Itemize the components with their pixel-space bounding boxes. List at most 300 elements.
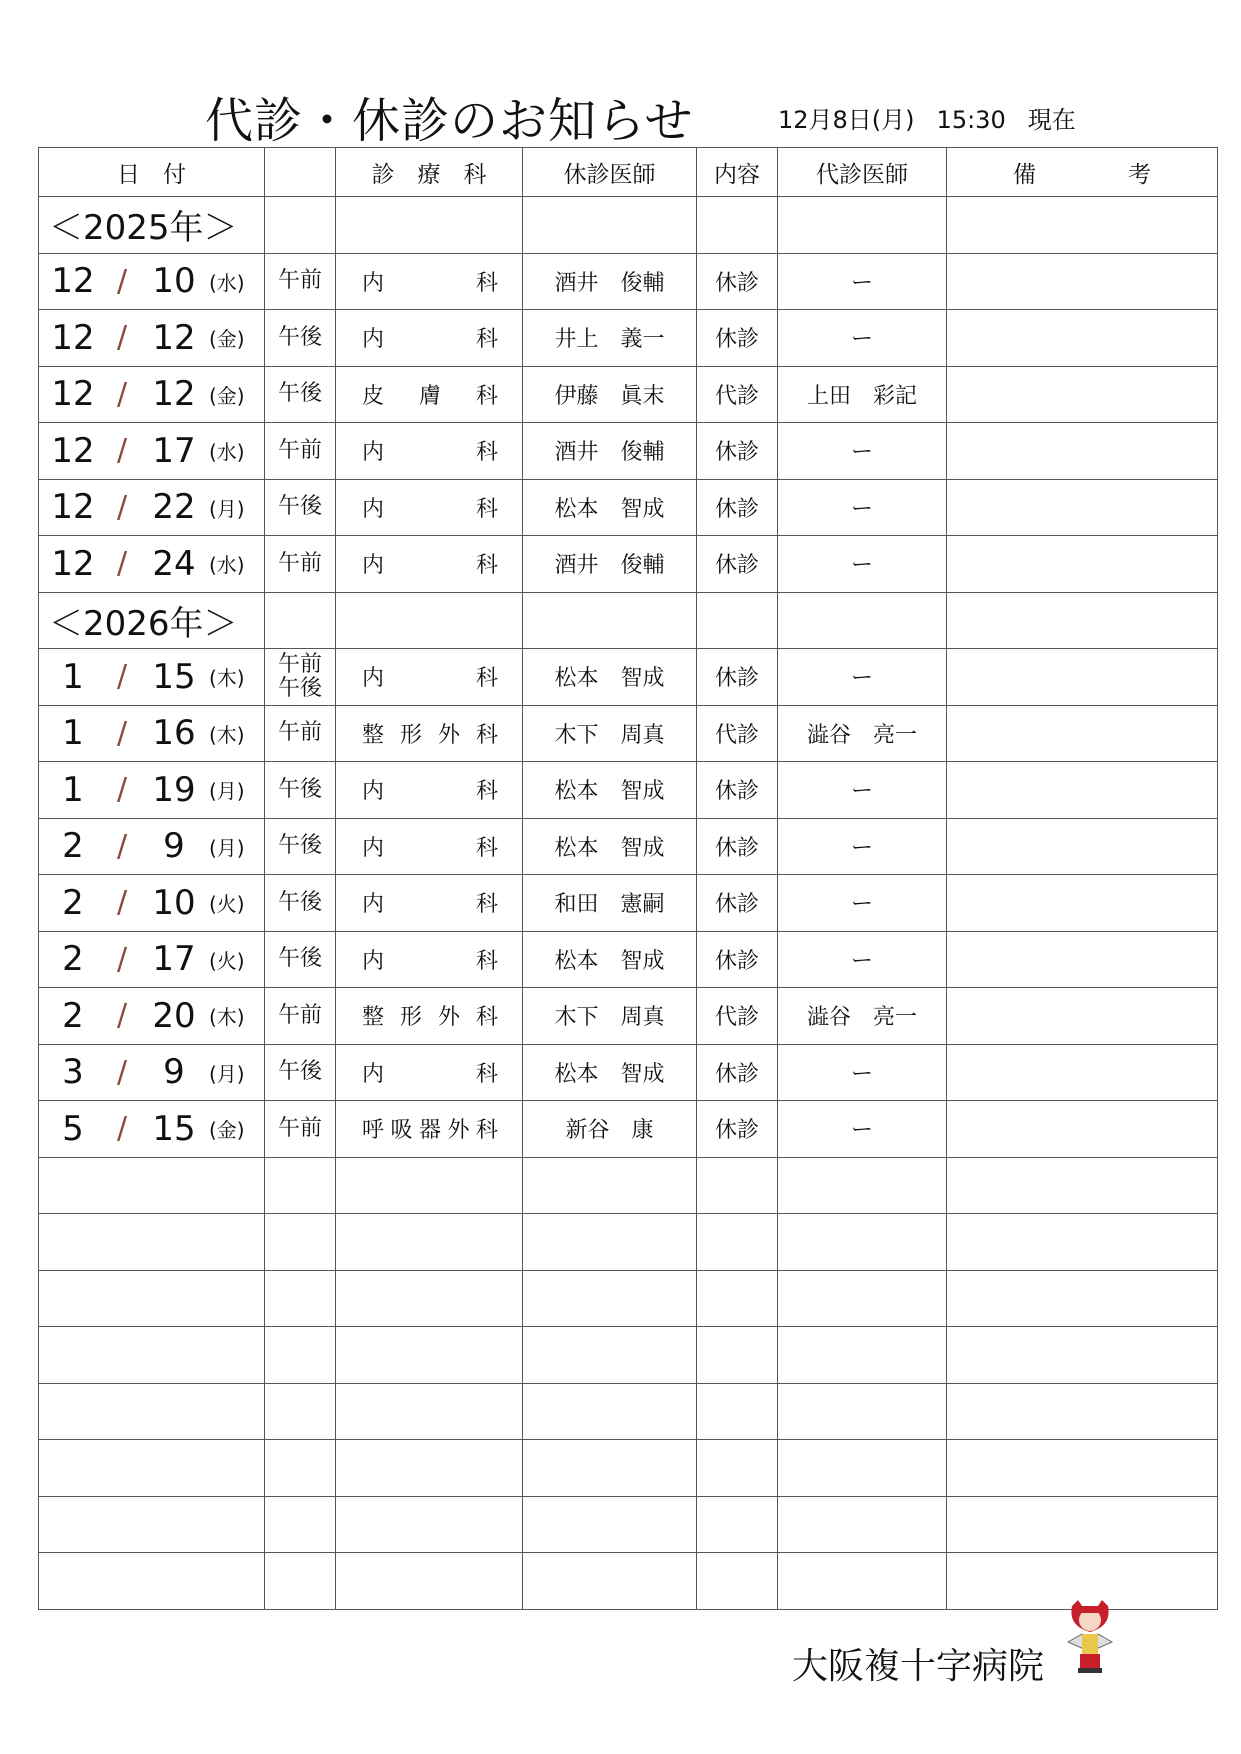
dept-char: 皮 bbox=[362, 383, 385, 409]
month: 2 bbox=[62, 995, 84, 1036]
empty-cell bbox=[336, 1157, 523, 1214]
substitute-doctor: 澁谷 亮一 bbox=[778, 988, 947, 1045]
department-cell bbox=[336, 718, 522, 749]
empty-cell bbox=[697, 592, 778, 649]
department-cell bbox=[336, 322, 522, 353]
empty-cell bbox=[697, 1327, 778, 1384]
dept-char: 整 bbox=[362, 722, 385, 748]
department-cell bbox=[336, 944, 522, 975]
table-row bbox=[39, 818, 1218, 875]
day: 12 bbox=[152, 374, 196, 415]
weekday: (月) bbox=[209, 1061, 245, 1086]
dept-char: 内 bbox=[362, 1061, 385, 1087]
month: 5 bbox=[62, 1108, 84, 1149]
empty-cell bbox=[265, 1157, 336, 1214]
session-cell: 午後 bbox=[265, 818, 336, 875]
year-row bbox=[39, 592, 1218, 649]
header-notes: 備 考 bbox=[947, 148, 1218, 197]
empty-row bbox=[39, 1327, 1218, 1384]
absent-doctor: 井上 義一 bbox=[523, 310, 697, 367]
session-cell: 午前 bbox=[265, 536, 336, 593]
empty-cell bbox=[947, 1214, 1218, 1271]
dept-char: 外 bbox=[437, 1005, 460, 1031]
substitute-doctor: ー bbox=[778, 1044, 947, 1101]
date-slash: / bbox=[116, 320, 128, 356]
dept-char: 呼 bbox=[362, 1118, 385, 1144]
table-row bbox=[39, 310, 1218, 367]
dept-char: 内 bbox=[362, 892, 385, 918]
date-cell bbox=[39, 544, 264, 584]
schedule-table bbox=[38, 147, 1218, 1610]
department-cell bbox=[336, 379, 522, 410]
empty-cell bbox=[523, 1553, 697, 1610]
session-cell: 午後 bbox=[265, 1044, 336, 1101]
empty-row bbox=[39, 1553, 1218, 1610]
dept-char: 科 bbox=[475, 722, 498, 748]
session-cell: 午前 bbox=[265, 988, 336, 1045]
empty-cell bbox=[39, 1327, 265, 1384]
date-slash: / bbox=[116, 828, 128, 864]
header-dept: 診 療 科 bbox=[336, 148, 523, 197]
empty-cell bbox=[39, 1157, 265, 1214]
notes-cell bbox=[947, 366, 1218, 423]
empty-cell bbox=[336, 197, 523, 254]
date-cell bbox=[39, 883, 264, 923]
empty-cell bbox=[265, 1553, 336, 1610]
empty-cell bbox=[697, 1214, 778, 1271]
empty-cell bbox=[523, 1270, 697, 1327]
empty-cell bbox=[39, 1214, 265, 1271]
day: 16 bbox=[152, 713, 196, 754]
department-cell bbox=[336, 266, 522, 297]
department-cell bbox=[336, 1000, 522, 1031]
session-cell: 午後 bbox=[265, 931, 336, 988]
weekday: (水) bbox=[209, 553, 245, 578]
empty-cell bbox=[265, 1496, 336, 1553]
weekday: (水) bbox=[209, 270, 245, 295]
session-cell: 午前 bbox=[265, 1101, 336, 1158]
empty-cell bbox=[778, 1327, 947, 1384]
empty-cell bbox=[523, 1440, 697, 1497]
table-row bbox=[39, 366, 1218, 423]
date-slash: / bbox=[116, 546, 128, 582]
department-cell bbox=[336, 1057, 522, 1088]
session-cell: 午後 bbox=[265, 366, 336, 423]
notice-type: 代診 bbox=[697, 988, 778, 1045]
notice-type: 休診 bbox=[697, 423, 778, 480]
empty-cell bbox=[523, 1214, 697, 1271]
empty-cell bbox=[336, 592, 523, 649]
session-cell: 午後 bbox=[265, 762, 336, 819]
empty-cell bbox=[523, 1383, 697, 1440]
weekday: (金) bbox=[209, 327, 245, 352]
department-cell bbox=[336, 887, 522, 918]
notes-cell bbox=[947, 705, 1218, 762]
empty-cell bbox=[39, 1440, 265, 1497]
dept-char: 形 bbox=[399, 722, 422, 748]
department-cell bbox=[336, 548, 522, 579]
substitute-doctor: 澁谷 亮一 bbox=[778, 705, 947, 762]
absent-doctor: 木下 周真 bbox=[523, 988, 697, 1045]
absent-doctor: 新谷 康 bbox=[523, 1101, 697, 1158]
date-slash: / bbox=[116, 433, 128, 469]
as-of-timestamp bbox=[778, 100, 1098, 135]
day: 19 bbox=[152, 769, 196, 810]
dept-char: 内 bbox=[362, 496, 385, 522]
empty-cell bbox=[778, 1383, 947, 1440]
department-cell bbox=[336, 661, 522, 692]
weekday: (木) bbox=[209, 666, 245, 691]
weekday: (木) bbox=[209, 722, 245, 747]
date-cell bbox=[39, 657, 264, 697]
empty-cell bbox=[947, 1383, 1218, 1440]
empty-cell bbox=[778, 197, 947, 254]
dept-char: 吸 bbox=[390, 1118, 413, 1144]
notes-cell bbox=[947, 1101, 1218, 1158]
notes-cell bbox=[947, 988, 1218, 1045]
table-row bbox=[39, 931, 1218, 988]
month: 12 bbox=[51, 543, 95, 584]
date-cell bbox=[39, 487, 264, 527]
weekday: (火) bbox=[209, 948, 245, 973]
table-row bbox=[39, 762, 1218, 819]
empty-cell bbox=[778, 1440, 947, 1497]
dept-char: 外 bbox=[447, 1118, 470, 1144]
header-row bbox=[39, 148, 1218, 197]
dept-char: 科 bbox=[475, 892, 498, 918]
date-slash: / bbox=[116, 263, 128, 299]
year-label: ＜2025年＞ bbox=[39, 197, 265, 254]
absent-doctor: 酒井 俊輔 bbox=[523, 253, 697, 310]
dept-char: 整 bbox=[362, 1005, 385, 1031]
substitute-doctor: ー bbox=[778, 479, 947, 536]
notes-cell bbox=[947, 931, 1218, 988]
dept-char: 科 bbox=[475, 666, 498, 692]
as-of-time: 15:30 bbox=[936, 106, 1006, 134]
year-row bbox=[39, 197, 1218, 254]
dept-char: 内 bbox=[362, 270, 385, 296]
notice-type: 休診 bbox=[697, 818, 778, 875]
date-cell bbox=[39, 996, 264, 1036]
month: 12 bbox=[51, 261, 95, 302]
empty-cell bbox=[697, 1270, 778, 1327]
empty-cell bbox=[778, 1496, 947, 1553]
absent-doctor: 伊藤 眞末 bbox=[523, 366, 697, 423]
empty-cell bbox=[523, 1157, 697, 1214]
substitute-doctor: ー bbox=[778, 253, 947, 310]
notice-type: 休診 bbox=[697, 875, 778, 932]
substitute-doctor: ー bbox=[778, 762, 947, 819]
department-cell bbox=[336, 1113, 522, 1144]
weekday: (金) bbox=[209, 1118, 245, 1143]
table-row bbox=[39, 705, 1218, 762]
empty-cell bbox=[947, 1270, 1218, 1327]
absent-doctor: 松本 智成 bbox=[523, 762, 697, 819]
empty-row bbox=[39, 1214, 1218, 1271]
empty-row bbox=[39, 1383, 1218, 1440]
absent-doctor: 松本 智成 bbox=[523, 479, 697, 536]
month: 2 bbox=[62, 826, 84, 867]
weekday: (月) bbox=[209, 496, 245, 521]
substitute-doctor: 上田 彩記 bbox=[778, 366, 947, 423]
dept-char: 内 bbox=[362, 440, 385, 466]
empty-cell bbox=[697, 1383, 778, 1440]
dept-char: 科 bbox=[475, 327, 498, 353]
empty-cell bbox=[39, 1383, 265, 1440]
date-slash: / bbox=[116, 941, 128, 977]
empty-cell bbox=[336, 1383, 523, 1440]
weekday: (木) bbox=[209, 1005, 245, 1030]
empty-cell bbox=[336, 1327, 523, 1384]
notice-type: 休診 bbox=[697, 479, 778, 536]
date-cell bbox=[39, 1052, 264, 1092]
session-cell: 午前 bbox=[265, 423, 336, 480]
notes-cell bbox=[947, 649, 1218, 706]
header-substitute: 代診医師 bbox=[778, 148, 947, 197]
month: 12 bbox=[51, 317, 95, 358]
weekday: (月) bbox=[209, 835, 245, 860]
table-row bbox=[39, 253, 1218, 310]
day: 20 bbox=[152, 995, 196, 1036]
absent-doctor: 和田 憲嗣 bbox=[523, 875, 697, 932]
empty-row bbox=[39, 1270, 1218, 1327]
empty-cell bbox=[523, 592, 697, 649]
notes-cell bbox=[947, 310, 1218, 367]
day: 17 bbox=[152, 430, 196, 471]
mascot-logo bbox=[1060, 1598, 1120, 1678]
absent-doctor: 松本 智成 bbox=[523, 931, 697, 988]
date-slash: / bbox=[116, 998, 128, 1034]
notes-cell bbox=[947, 536, 1218, 593]
date-cell bbox=[39, 770, 264, 810]
notes-cell bbox=[947, 479, 1218, 536]
notes-cell bbox=[947, 762, 1218, 819]
notice-type: 代診 bbox=[697, 366, 778, 423]
empty-cell bbox=[778, 592, 947, 649]
empty-cell bbox=[265, 1327, 336, 1384]
month: 2 bbox=[62, 882, 84, 923]
dept-char: 科 bbox=[475, 270, 498, 296]
empty-cell bbox=[265, 197, 336, 254]
month: 12 bbox=[51, 374, 95, 415]
hospital-name: 大阪複十字病院 bbox=[792, 1646, 1045, 1687]
header-half bbox=[265, 148, 336, 197]
notes-cell bbox=[947, 1044, 1218, 1101]
session-cell: 午前 bbox=[265, 253, 336, 310]
substitute-doctor: ー bbox=[778, 818, 947, 875]
dept-char: 内 bbox=[362, 779, 385, 805]
dept-char: 科 bbox=[475, 496, 498, 522]
weekday: (水) bbox=[209, 440, 245, 465]
empty-cell bbox=[947, 1440, 1218, 1497]
table-row bbox=[39, 1044, 1218, 1101]
table-row bbox=[39, 479, 1218, 536]
substitute-doctor: ー bbox=[778, 423, 947, 480]
department-cell bbox=[336, 774, 522, 805]
month: 1 bbox=[62, 656, 84, 697]
notes-cell bbox=[947, 818, 1218, 875]
day: 10 bbox=[152, 882, 196, 923]
dept-char: 外 bbox=[437, 722, 460, 748]
date-cell bbox=[39, 1109, 264, 1149]
table-row bbox=[39, 423, 1218, 480]
empty-cell bbox=[697, 197, 778, 254]
weekday: (金) bbox=[209, 383, 245, 408]
empty-row bbox=[39, 1440, 1218, 1497]
dept-char: 科 bbox=[475, 440, 498, 466]
day: 17 bbox=[152, 939, 196, 980]
year-label: ＜2026年＞ bbox=[39, 592, 265, 649]
dept-char: 内 bbox=[362, 948, 385, 974]
day: 9 bbox=[163, 826, 185, 867]
empty-cell bbox=[697, 1496, 778, 1553]
dept-char: 科 bbox=[475, 553, 498, 579]
month: 3 bbox=[62, 1052, 84, 1093]
day: 15 bbox=[152, 656, 196, 697]
notice-type: 休診 bbox=[697, 1101, 778, 1158]
as-of-date: 12月8日(月) bbox=[778, 106, 915, 134]
day: 15 bbox=[152, 1108, 196, 1149]
table-row bbox=[39, 1101, 1218, 1158]
session-cell: 午前 bbox=[265, 705, 336, 762]
date-cell bbox=[39, 826, 264, 866]
empty-cell bbox=[947, 1327, 1218, 1384]
absent-doctor: 松本 智成 bbox=[523, 649, 697, 706]
empty-row bbox=[39, 1496, 1218, 1553]
empty-cell bbox=[336, 1553, 523, 1610]
month: 1 bbox=[62, 769, 84, 810]
session-cell: 午後 bbox=[265, 310, 336, 367]
weekday: (月) bbox=[209, 779, 245, 804]
notice-type: 休診 bbox=[697, 253, 778, 310]
day: 9 bbox=[163, 1052, 185, 1093]
weekday: (火) bbox=[209, 892, 245, 917]
month: 12 bbox=[51, 487, 95, 528]
empty-cell bbox=[265, 1270, 336, 1327]
department-cell bbox=[336, 435, 522, 466]
substitute-doctor: ー bbox=[778, 649, 947, 706]
empty-cell bbox=[523, 1496, 697, 1553]
absent-doctor: 木下 周真 bbox=[523, 705, 697, 762]
month: 12 bbox=[51, 430, 95, 471]
empty-cell bbox=[778, 1157, 947, 1214]
dept-char: 膚 bbox=[418, 383, 441, 409]
date-cell bbox=[39, 939, 264, 979]
dept-char: 内 bbox=[362, 666, 385, 692]
date-cell bbox=[39, 261, 264, 301]
notes-cell bbox=[947, 875, 1218, 932]
empty-cell bbox=[336, 1214, 523, 1271]
empty-cell bbox=[336, 1270, 523, 1327]
date-slash: / bbox=[116, 885, 128, 921]
dept-char: 科 bbox=[475, 779, 498, 805]
dept-char: 科 bbox=[475, 1005, 498, 1031]
date-cell bbox=[39, 431, 264, 471]
empty-cell bbox=[697, 1553, 778, 1610]
substitute-doctor: ー bbox=[778, 1101, 947, 1158]
dept-char: 器 bbox=[418, 1118, 441, 1144]
dept-char: 内 bbox=[362, 327, 385, 353]
empty-cell bbox=[778, 1214, 947, 1271]
date-slash: / bbox=[116, 489, 128, 525]
notice-type: 休診 bbox=[697, 1044, 778, 1101]
table-row bbox=[39, 649, 1218, 706]
date-slash: / bbox=[116, 772, 128, 808]
empty-cell bbox=[265, 1440, 336, 1497]
empty-cell bbox=[39, 1496, 265, 1553]
department-cell bbox=[336, 492, 522, 523]
table-row bbox=[39, 536, 1218, 593]
session-cell: 午後 bbox=[265, 479, 336, 536]
empty-cell bbox=[336, 1440, 523, 1497]
date-slash: / bbox=[116, 659, 128, 695]
day: 10 bbox=[152, 261, 196, 302]
notice-type: 休診 bbox=[697, 310, 778, 367]
date-cell bbox=[39, 318, 264, 358]
empty-cell bbox=[947, 592, 1218, 649]
substitute-doctor: ー bbox=[778, 931, 947, 988]
page-title: 代診・休診のお知らせ bbox=[205, 93, 694, 149]
empty-cell bbox=[265, 1383, 336, 1440]
header-absent-doctor: 休診医師 bbox=[523, 148, 697, 197]
empty-cell bbox=[523, 1327, 697, 1384]
day: 12 bbox=[152, 317, 196, 358]
empty-cell bbox=[778, 1553, 947, 1610]
date-cell bbox=[39, 713, 264, 753]
date-cell bbox=[39, 374, 264, 414]
absent-doctor: 酒井 俊輔 bbox=[523, 423, 697, 480]
as-of-suffix: 現在 bbox=[1027, 106, 1076, 134]
empty-cell bbox=[336, 1496, 523, 1553]
substitute-doctor: ー bbox=[778, 875, 947, 932]
dept-char: 科 bbox=[475, 1118, 498, 1144]
empty-cell bbox=[39, 1553, 265, 1610]
notice-type: 休診 bbox=[697, 931, 778, 988]
empty-cell bbox=[947, 1496, 1218, 1553]
date-slash: / bbox=[116, 1111, 128, 1147]
notice-type: 休診 bbox=[697, 762, 778, 819]
absent-doctor: 酒井 俊輔 bbox=[523, 536, 697, 593]
department-cell bbox=[336, 831, 522, 862]
table-row bbox=[39, 875, 1218, 932]
date-slash: / bbox=[116, 1054, 128, 1090]
notice-type: 代診 bbox=[697, 705, 778, 762]
empty-cell bbox=[523, 197, 697, 254]
substitute-doctor: ー bbox=[778, 310, 947, 367]
notice-type: 休診 bbox=[697, 536, 778, 593]
notice-type: 休診 bbox=[697, 649, 778, 706]
dept-char: 科 bbox=[475, 948, 498, 974]
empty-row bbox=[39, 1157, 1218, 1214]
dept-char: 科 bbox=[475, 1061, 498, 1087]
session-cell: 午前 午後 bbox=[265, 649, 336, 706]
table-row bbox=[39, 988, 1218, 1045]
notes-cell bbox=[947, 253, 1218, 310]
dept-char: 内 bbox=[362, 835, 385, 861]
empty-cell bbox=[39, 1270, 265, 1327]
month: 2 bbox=[62, 939, 84, 980]
empty-cell bbox=[265, 1214, 336, 1271]
dept-char: 形 bbox=[399, 1005, 422, 1031]
header-date: 日 付 bbox=[39, 148, 265, 197]
absent-doctor: 松本 智成 bbox=[523, 1044, 697, 1101]
day: 22 bbox=[152, 487, 196, 528]
empty-cell bbox=[778, 1270, 947, 1327]
empty-cell bbox=[947, 197, 1218, 254]
dept-char: 科 bbox=[475, 835, 498, 861]
day: 24 bbox=[152, 543, 196, 584]
empty-cell bbox=[697, 1157, 778, 1214]
